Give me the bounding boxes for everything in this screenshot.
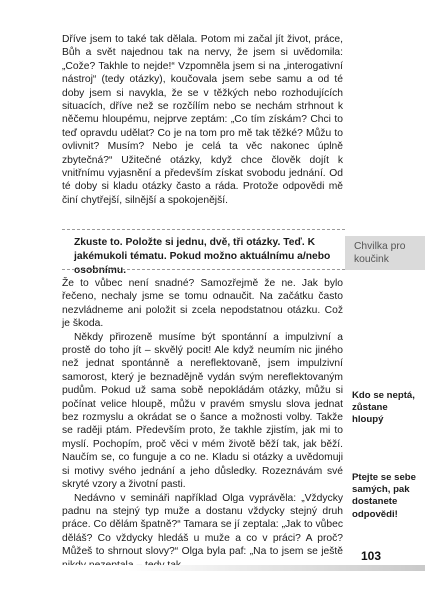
paragraph: Někdy přirozeně musíme být spontánní a impulzivní a prostě do toho jít – skvělý pocit! Ale když neumím nic jiného než jednat spontánně a nereflektovaně, jsem impulzivní samorost, který je beznadějně vydán svým nereflektovaným pudům. Pokud už sama sobě nepokládám otázky, můžu si počínat velice hloupě, můžu v pravém smyslu slova jednat bez rozmyslu a okrádat se o šance a možnosti volby. Takže se raději ptám. Především proto, že takhle zjistím, jak mi to myslí. Pochopím, proč věci v mém životě běží tak, jak běží. Naučím se, co funguje a co ne. Kladu si otázky a uvědomuji si motivy svého jednání a jeho důsledky. Rozeznávám své skryté vzory a životní pasti. (62, 331, 343, 491)
paragraph: Dříve jsem to také tak dělala. Potom mi začal jít život, práce, Bůh a svět najednou tak na nervy, že jsem si uvědomila: „Cože? Takhle to nejde!“ Vzpomněla jsem si na „interogativní nástroj“ (tedy otázky), koučovala jsem sebe samu a od té doby jsem si navykla, že se v těžkých nebo rozhodujících situacích, dříve než se rozčílím nebo se nechám strhnout k něčemu hloupému, nejprve zeptám: „Co tím získám? Chci to teď opravdu udělat? Co je na tom pro mě tak těžké? Můžu to ovlivnit? Musím? Nebo je celá ta věc nakonec úplně zbytečná?“ Užitečné otázky, když chce člověk dojít k vnitřnímu vyjasnění a především získat svobodu jednání. Od té doby si kladu otázky často a ráda. Protože odpovědi mě činí chytřejší, silnější a spokojenější. (62, 34, 343, 206)
paragraph: Nedávno v semináři například Olga vyprávěla: „Vždycky padnu na stejný typ muže a dostanu vždycky stejný druh práce. Co dělám špatně?“ Tamara se jí zeptala: „Jak to vůbec děláš? Co vždycky hledáš u muže a co v práci? A proč? Můžeš to shrnout slovy?“ Olga byla paf: „Na to jsem se ještě (62, 492, 343, 558)
paragraph: Že to vůbec není snadné? Samozřejmě že ne. Jak bylo řečeno, nechaly jsme se tomu odnaučit. Na začátku často nezvládneme ani položit si zcela nepodstatnou otázku. Což je škoda. (62, 278, 343, 330)
main-text-top (62, 33, 343, 207)
footer-gradient-bar (0, 565, 425, 571)
page-number: 103 (360, 549, 381, 563)
exercise-divider-top (62, 229, 345, 230)
margin-note: Kdo se neptá, zůstane hloupý (352, 390, 415, 426)
main-text-bottom (62, 277, 343, 572)
coaching-tab-label: Chvilka pro koučink (354, 241, 406, 265)
exercise-divider-bottom (62, 269, 345, 270)
margin-note: Ptejte se sebe samých, pak dostanete odpovědi! (352, 472, 416, 520)
exercise-box-text: Zkuste to. Položte si jednu, dvě, tři otázky. Teď. K jakémukoli tématu. Pokud možno aktuálnímu a/nebo osobnímu. (74, 237, 331, 276)
